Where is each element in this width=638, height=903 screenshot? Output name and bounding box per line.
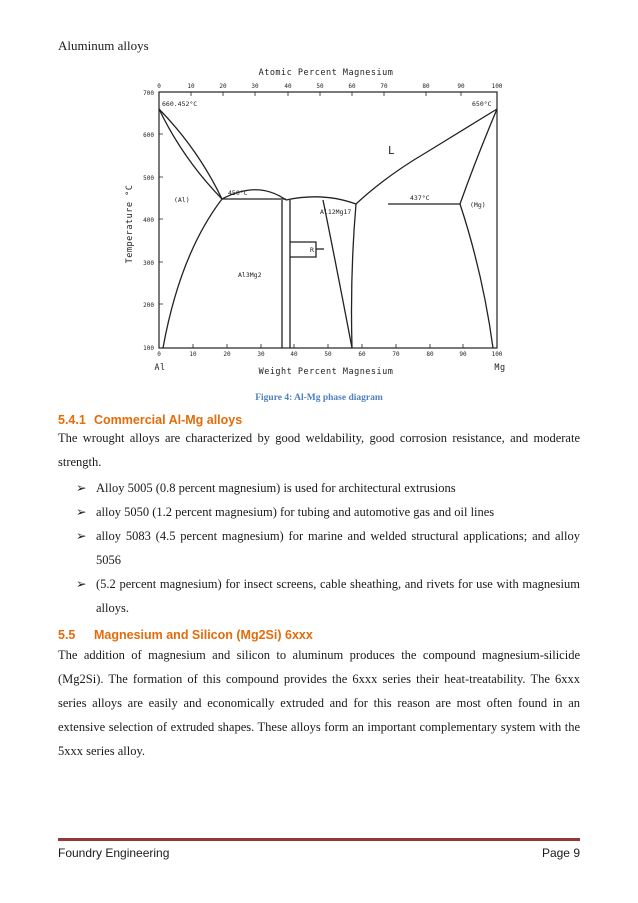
top-tick: 20 — [219, 83, 227, 90]
alloy-bullet-list — [76, 476, 580, 620]
list-item — [76, 500, 580, 524]
label-compound-top: Al12Mg17 — [320, 208, 352, 216]
arrow-bullet-icon: ➢ — [76, 505, 87, 519]
tick-marks — [159, 92, 463, 348]
footer-divider — [58, 838, 580, 841]
list-item — [76, 524, 580, 572]
y-tick: 300 — [143, 260, 154, 267]
list-item-text: (5.2 percent magnesium) for insect screens, cable sheathing, and rivets for use with magnesium alloys. — [96, 577, 580, 615]
y-tick: 200 — [143, 302, 154, 309]
label-eutectic-left: 450°C — [228, 189, 248, 197]
section-number: 5.4.1 — [58, 413, 86, 427]
top-tick: 50 — [316, 83, 324, 90]
bottom-tick: 40 — [290, 351, 298, 358]
y-tick: 600 — [143, 132, 154, 139]
section-title: Magnesium and Silicon (Mg2Si) 6xxx — [94, 628, 313, 642]
y-tick: 700 — [143, 90, 154, 97]
top-axis-title: Atomic Percent Magnesium — [258, 68, 394, 78]
arrow-bullet-icon: ➢ — [76, 529, 87, 543]
phase-labels — [162, 100, 492, 279]
figure-caption: Figure 4: Al-Mg phase diagram — [255, 393, 383, 403]
top-tick-labels — [157, 83, 503, 90]
bottom-tick: 60 — [358, 351, 366, 358]
bottom-tick-labels — [157, 351, 503, 358]
end-label-al: Al — [154, 363, 166, 373]
footer-page-number: Page 9 — [541, 846, 580, 860]
page-header: Aluminum alloys — [58, 38, 149, 53]
bottom-tick: 20 — [223, 351, 231, 358]
label-al-phase: (Al) — [174, 196, 190, 204]
label-liquid: L — [388, 144, 395, 157]
bottom-tick: 80 — [426, 351, 434, 358]
bottom-tick: 100 — [491, 351, 503, 358]
y-tick: 500 — [143, 175, 154, 182]
label-mg-melt: 650°C — [472, 100, 492, 108]
top-tick: 60 — [348, 83, 356, 90]
y-tick-labels — [143, 90, 154, 352]
section-number: 5.5 — [58, 628, 76, 642]
top-tick: 10 — [187, 83, 195, 90]
phase-boundaries — [159, 109, 497, 348]
phase-diagram — [118, 64, 522, 382]
section-541-intro: The wrought alloys are characterized by good weldability, good corrosion resistance, and moderate strength. — [58, 431, 580, 469]
list-item — [76, 572, 580, 620]
label-compound-left: Al3Mg2 — [238, 271, 262, 279]
footer-course: Foundry Engineering — [58, 846, 170, 860]
y-tick: 400 — [143, 217, 154, 224]
bottom-tick: 50 — [324, 351, 332, 358]
top-tick: 40 — [284, 83, 292, 90]
bottom-tick: 10 — [189, 351, 197, 358]
y-axis-title: Temperature °C — [125, 184, 135, 264]
section-55-body: The addition of magnesium and silicon to aluminum produces the compound magnesium-silicide (Mg2Si). The formation of this compound provides the 6xxx series their heat-treatability. The 6xxx series alloys are easily and economically extruded and for this reason are most often found in an extensive selection of extruded shapes. These alloys form an important complementary system with the 5xxx series alloy. — [58, 648, 580, 758]
section-heading-55 — [58, 628, 313, 642]
top-tick: 100 — [491, 83, 503, 90]
label-mg-phase: (Mg) — [470, 201, 486, 209]
end-label-mg: Mg — [494, 363, 506, 373]
plot-frame — [159, 92, 497, 348]
top-tick: 80 — [422, 83, 430, 90]
phase-diagram-figure — [118, 64, 522, 382]
list-item — [76, 476, 580, 500]
arrow-bullet-icon: ➢ — [76, 577, 87, 591]
label-r-phase: R — [310, 246, 314, 254]
bottom-tick: 30 — [257, 351, 265, 358]
top-tick: 30 — [251, 83, 259, 90]
top-tick: 90 — [457, 83, 465, 90]
list-item-text: alloy 5050 (1.2 percent magnesium) for tubing and automotive gas and oil lines — [96, 505, 495, 519]
y-tick: 100 — [143, 345, 154, 352]
arrow-bullet-icon: ➢ — [76, 481, 87, 495]
section-title: Commercial Al-Mg alloys — [94, 413, 243, 427]
bottom-tick: 70 — [392, 351, 400, 358]
label-eutectic-right: 437°C — [410, 194, 430, 202]
list-item-text: alloy 5083 (4.5 percent magnesium) for marine and welded structural applications; and alloy 5056 — [96, 529, 580, 567]
bottom-tick: 0 — [157, 351, 161, 358]
top-tick: 0 — [157, 83, 161, 90]
section-heading-541 — [58, 413, 242, 427]
bottom-tick: 90 — [459, 351, 467, 358]
bottom-axis-title: Weight Percent Magnesium — [258, 367, 394, 377]
list-item-text: Alloy 5005 (0.8 percent magnesium) is used for architectural extrusions — [96, 481, 456, 495]
label-al-melt: 660.452°C — [162, 100, 198, 108]
top-tick: 70 — [380, 83, 388, 90]
